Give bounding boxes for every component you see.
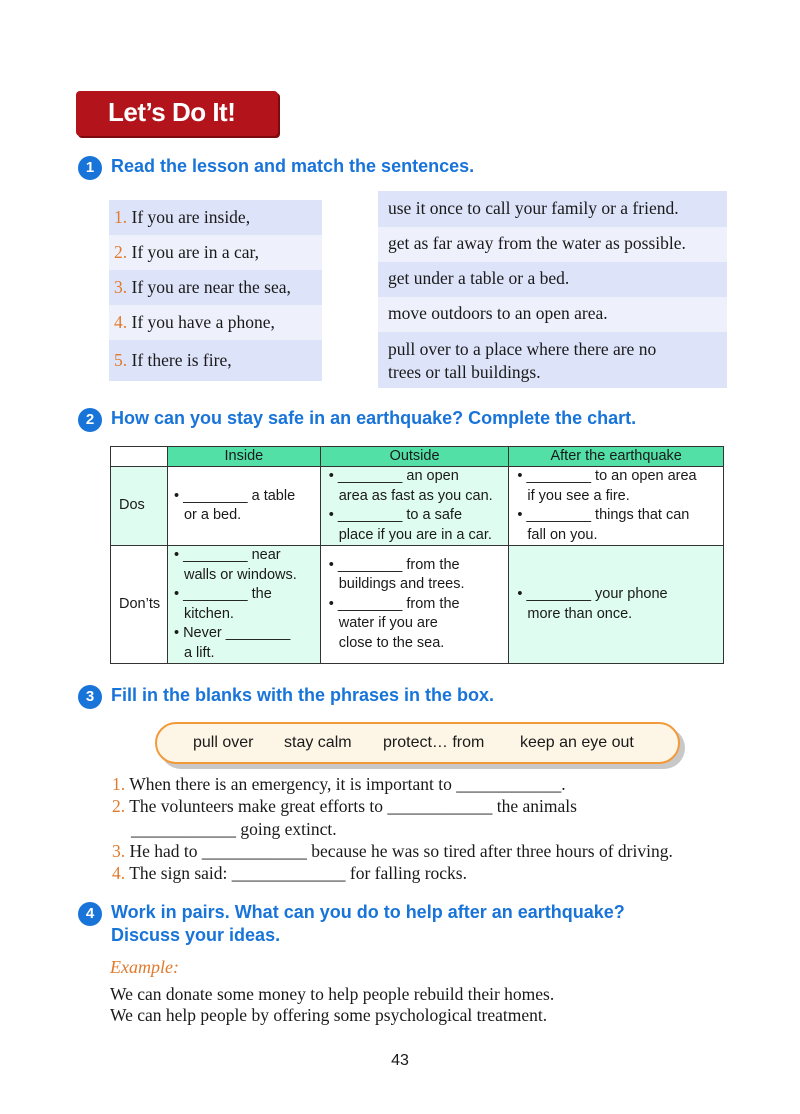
exercise-sentence: 2. The volunteers make great efforts to ____________ the animals [112, 796, 577, 816]
phrase-item: pull over [193, 734, 254, 751]
match-right-item: pull over to a place where there are no trees or tall buildings. [378, 332, 727, 388]
example-sentence: We can help people by offering some psychological treatment. [110, 1005, 548, 1025]
chart-cell-dos-after: • ________ to an open area if you see a fire. • ________ things that can fall on you. [509, 467, 724, 546]
question-number-1: 1 [78, 156, 102, 180]
phrase-item: protect… from [383, 734, 485, 751]
question-number-3: 3 [78, 685, 102, 709]
question-1-title: Read the lesson and match the sentences. [111, 156, 475, 176]
chart-header-inside: Inside [167, 447, 320, 467]
match-left-item: 4. If you have a phone, [109, 305, 322, 340]
chart-row-label-dos: Dos [111, 467, 168, 546]
match-right-item: use it once to call your family or a friend. [378, 191, 727, 227]
question-3-title: Fill in the blanks with the phrases in the box. [111, 685, 495, 705]
match-right-item: get as far away from the water as possible. [378, 227, 727, 262]
page-number: 43 [391, 1052, 409, 1069]
phrase-item: stay calm [284, 734, 352, 751]
section-header-title: Let’s Do It! [108, 97, 236, 127]
phrase-box [155, 722, 680, 764]
match-left-item: 2. If you are in a car, [109, 235, 322, 270]
question-4-title: Work in pairs. What can you do to help after an earthquake? Discuss your ideas. [111, 902, 625, 945]
example-sentence: We can donate some money to help people rebuild their homes. [110, 984, 555, 1004]
chart-cell-donts-after: • ________ your phone more than once. [509, 546, 724, 664]
chart-cell-donts-inside: • ________ near walls or windows. • ________ the kitchen. • Never ________ a lift. [167, 546, 320, 664]
example-label: Example: [110, 957, 179, 977]
chart-header-outside: Outside [320, 447, 509, 467]
phrase-item: keep an eye out [520, 734, 634, 751]
chart-cell-donts-outside: • ________ from the buildings and trees. • ________ from the water if you are close to the sea. [320, 546, 509, 664]
chart-row-label-donts: Don’ts [111, 546, 168, 664]
match-left-item: 1. If you are inside, [109, 200, 322, 235]
match-left-item: 3. If you are near the sea, [109, 270, 322, 305]
section-header-badge [76, 91, 278, 136]
chart-header-after: After the earthquake [509, 447, 724, 467]
match-right-item: get under a table or a bed. [378, 262, 727, 297]
chart-cell-dos-outside: • ________ an open area as fast as you can. • ________ to a safe place if you are in a car. [320, 467, 509, 546]
match-left-item: 5. If there is fire, [109, 340, 322, 381]
exercise-sentence-continuation: ____________ going extinct. [131, 819, 337, 839]
exercise-sentence: 3. He had to ____________ because he was so tired after three hours of driving. [112, 841, 673, 861]
question-2-title: How can you stay safe in an earthquake? Complete the chart. [111, 408, 637, 428]
question-number-2: 2 [78, 408, 102, 432]
exercise-sentence: 4. The sign said: _____________ for falling rocks. [112, 863, 467, 883]
chart-cell-dos-inside: • ________ a table or a bed. [167, 467, 320, 546]
exercise-sentence: 1. When there is an emergency, it is important to ____________. [112, 774, 566, 794]
chart-corner-cell [111, 447, 168, 467]
match-right-item: move outdoors to an open area. [378, 297, 727, 332]
safety-chart [110, 446, 724, 664]
question-number-4: 4 [78, 902, 102, 926]
